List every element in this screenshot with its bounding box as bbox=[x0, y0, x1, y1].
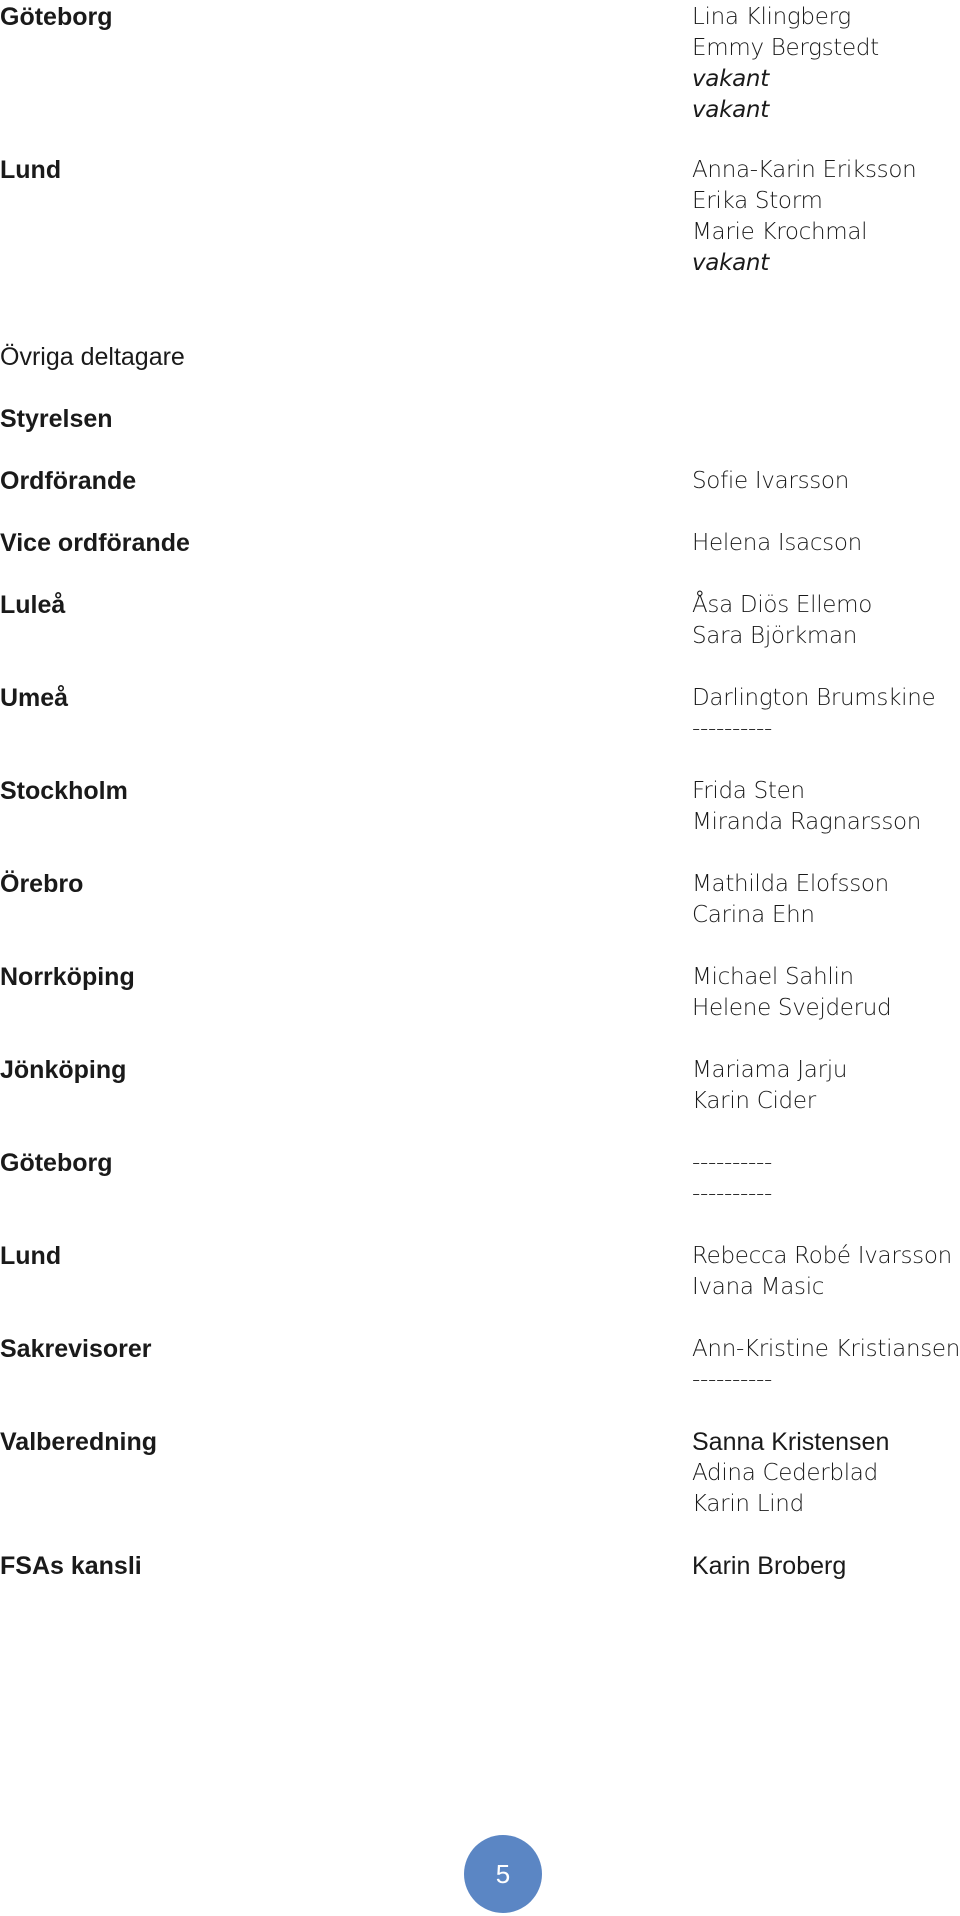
member-name: Frida Sten bbox=[692, 778, 805, 804]
city-label: Luleå bbox=[0, 591, 66, 619]
member-name-vacant: vakant bbox=[692, 250, 769, 276]
name-list bbox=[692, 776, 921, 838]
role-label: Vice ordförande bbox=[0, 529, 190, 557]
name-list bbox=[692, 1334, 960, 1396]
member-name: Michael Sahlin bbox=[692, 964, 854, 990]
city-label: Umeå bbox=[0, 684, 69, 712]
role-label: Valberedning bbox=[0, 1428, 157, 1456]
name-list bbox=[692, 869, 889, 931]
section-label: Göteborg bbox=[0, 3, 113, 31]
member-name-vacant: vakant bbox=[692, 97, 769, 123]
member-name: Karin Cider bbox=[692, 1088, 816, 1114]
section-heading: Övriga deltagare bbox=[0, 343, 185, 371]
page-number: 5 bbox=[495, 1858, 511, 1889]
member-name: Ann-Kristine Kristiansen bbox=[692, 1336, 960, 1362]
member-name: Helene Svejderud bbox=[692, 995, 892, 1021]
role-label: FSAs kansli bbox=[0, 1552, 142, 1580]
member-name: Helena Isacson bbox=[692, 530, 862, 556]
section-label: Lund bbox=[0, 156, 62, 184]
section-heading: Styrelsen bbox=[0, 405, 113, 433]
name-list bbox=[692, 1427, 889, 1520]
city-label: Göteborg bbox=[0, 1149, 113, 1177]
member-name: Anna-Karin Eriksson bbox=[692, 157, 917, 183]
member-name: Åsa Diös Ellemo bbox=[692, 592, 873, 618]
member-name: Marie Krochmal bbox=[692, 219, 868, 245]
member-name: Carina Ehn bbox=[692, 902, 815, 928]
role-label: Sakrevisorer bbox=[0, 1335, 152, 1363]
member-name: Erika Storm bbox=[692, 188, 823, 214]
name-list bbox=[692, 1148, 772, 1210]
name-list bbox=[692, 683, 935, 745]
member-name-empty: ---------- bbox=[692, 1181, 772, 1207]
member-name: Sofie Ivarsson bbox=[692, 468, 849, 494]
city-label: Stockholm bbox=[0, 777, 128, 805]
member-name: Sara Björkman bbox=[692, 623, 858, 649]
member-name: Karin Lind bbox=[692, 1491, 804, 1517]
page-number-badge bbox=[464, 1835, 542, 1913]
member-name: Ivana Masic bbox=[692, 1274, 825, 1300]
member-name: Emmy Bergstedt bbox=[692, 35, 879, 61]
member-name: Rebecca Robé Ivarsson bbox=[692, 1243, 952, 1269]
city-label: Lund bbox=[0, 1242, 62, 1270]
member-name: Darlington Brumskine bbox=[692, 685, 936, 711]
name-list bbox=[692, 1055, 847, 1117]
member-name: Karin Broberg bbox=[692, 1552, 847, 1580]
member-name-empty: ---------- bbox=[692, 1367, 772, 1393]
member-name: Mathilda Elofsson bbox=[692, 871, 889, 897]
member-name: Sanna Kristensen bbox=[692, 1428, 890, 1456]
member-name-vacant: vakant bbox=[692, 66, 769, 92]
name-list bbox=[692, 962, 891, 1024]
member-name-empty: ---------- bbox=[692, 1150, 772, 1176]
name-list bbox=[692, 528, 862, 559]
name-list bbox=[692, 466, 849, 497]
city-label: Örebro bbox=[0, 870, 84, 898]
city-label: Norrköping bbox=[0, 963, 135, 991]
member-name: Adina Cederblad bbox=[692, 1460, 878, 1486]
role-label: Ordförande bbox=[0, 467, 137, 495]
name-list bbox=[692, 1241, 952, 1303]
member-name: Lina Klingberg bbox=[692, 4, 851, 30]
name-list bbox=[692, 155, 916, 279]
name-list bbox=[692, 590, 872, 652]
name-list bbox=[692, 1551, 846, 1582]
member-name: Mariama Jarju bbox=[692, 1057, 848, 1083]
member-name: Miranda Ragnarsson bbox=[692, 809, 922, 835]
city-label: Jönköping bbox=[0, 1056, 127, 1084]
name-list bbox=[692, 2, 879, 126]
member-name-empty: ---------- bbox=[692, 716, 772, 742]
